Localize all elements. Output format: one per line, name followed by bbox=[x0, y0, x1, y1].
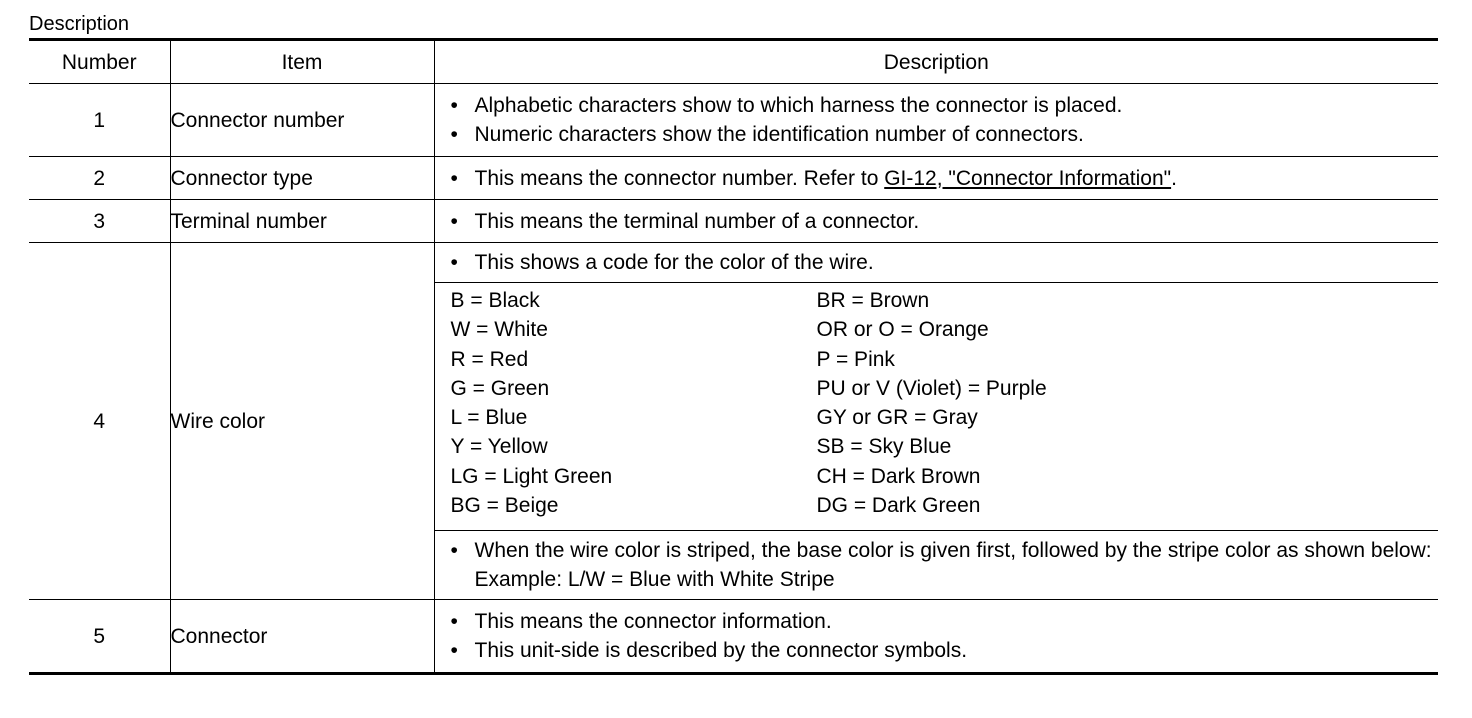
description-bullet bbox=[451, 536, 1439, 594]
table-caption: Description bbox=[29, 13, 130, 35]
row-number: 1 bbox=[29, 84, 170, 157]
table-row bbox=[29, 600, 1438, 674]
color-code: BR = Brown bbox=[816, 289, 930, 312]
color-codes-left bbox=[451, 286, 817, 520]
table-row bbox=[29, 157, 1438, 200]
row-number: 4 bbox=[29, 243, 170, 600]
description-bullet: • This means the terminal number of a connector. bbox=[451, 207, 1439, 236]
row-description bbox=[434, 243, 1438, 600]
description-bullet bbox=[451, 164, 1439, 193]
connector-information-link[interactable]: GI-12, "Connector Information" bbox=[884, 166, 1172, 190]
header-item: Item bbox=[170, 40, 434, 84]
row-item: Connector bbox=[170, 600, 434, 674]
color-code: CH = Dark Brown bbox=[816, 464, 981, 488]
color-code: GY or GR = Gray bbox=[816, 406, 978, 430]
row-item: Terminal number bbox=[170, 200, 434, 243]
stripe-note bbox=[435, 530, 1439, 599]
wire-color-codes bbox=[435, 282, 1439, 530]
color-code: L = Blue bbox=[450, 406, 528, 430]
description-bullet: • This unit-side is described by the connector symbols. bbox=[451, 636, 1439, 665]
wire-color-intro bbox=[435, 243, 1439, 282]
stripe-example: Example: L/W = Blue with White Stripe bbox=[474, 568, 835, 592]
color-code: B = Black bbox=[450, 289, 540, 312]
color-code: R = Red bbox=[450, 347, 529, 371]
color-code: G = Green bbox=[450, 376, 550, 400]
row-item: Wire color bbox=[170, 243, 434, 600]
row-description bbox=[434, 600, 1438, 674]
row-description bbox=[434, 157, 1438, 200]
color-codes-right bbox=[817, 286, 1439, 520]
row-description bbox=[434, 84, 1438, 157]
table-row bbox=[29, 84, 1438, 157]
stripe-note-text: When the wire color is striped, the base color is given first, followed by the stripe color as shown below: bbox=[474, 539, 1432, 563]
color-code: LG = Light Green bbox=[450, 464, 613, 488]
color-code: PU or V (Violet) = Purple bbox=[816, 376, 1047, 400]
row-item: Connector number bbox=[170, 84, 434, 157]
row-description bbox=[434, 200, 1438, 243]
bullet-text-end: . bbox=[1171, 166, 1177, 190]
row-number: 3 bbox=[29, 200, 170, 243]
row-item: Connector type bbox=[170, 157, 434, 200]
bullet-text: This means the connector number. Refer to bbox=[474, 166, 885, 190]
color-code: W = White bbox=[450, 318, 548, 342]
header-description: Description bbox=[434, 40, 1438, 84]
description-bullet: • This means the connector information. bbox=[451, 607, 1439, 636]
color-code: OR or O = Orange bbox=[816, 318, 989, 342]
color-code: Y = Yellow bbox=[450, 435, 548, 459]
description-bullet: • Numeric characters show the identification number of connectors. bbox=[451, 120, 1439, 149]
header-row bbox=[29, 40, 1438, 84]
color-code: SB = Sky Blue bbox=[816, 435, 952, 459]
table-row bbox=[29, 243, 1438, 600]
header-number: Number bbox=[29, 40, 170, 84]
color-code: DG = Dark Green bbox=[816, 494, 981, 518]
color-code: P = Pink bbox=[816, 347, 895, 371]
table-row bbox=[29, 200, 1438, 243]
description-bullet: • This shows a code for the color of the wire. bbox=[451, 248, 1439, 277]
color-code: BG = Beige bbox=[450, 494, 559, 518]
description-table bbox=[29, 38, 1438, 675]
row-number: 5 bbox=[29, 600, 170, 674]
description-bullet: • Alphabetic characters show to which harness the connector is placed. bbox=[451, 91, 1439, 120]
row-number: 2 bbox=[29, 157, 170, 200]
